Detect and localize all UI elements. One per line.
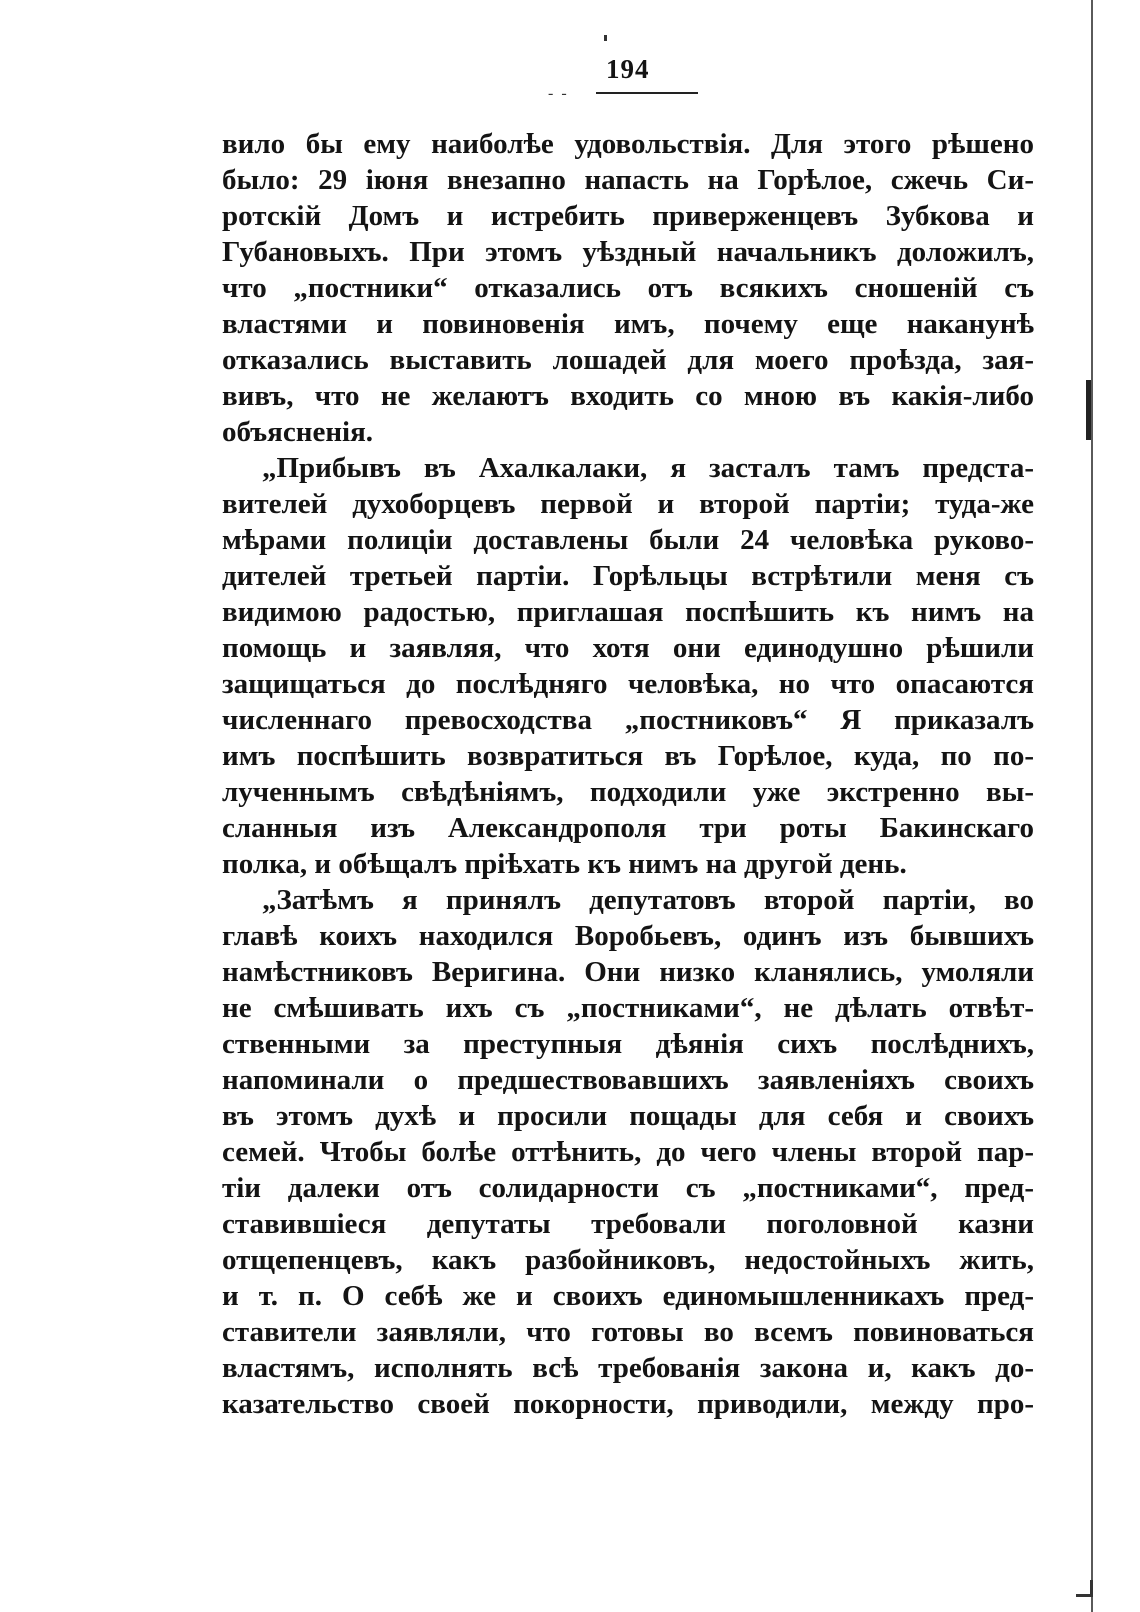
text-line: отказались выставить лошадей для моего проѣзда, зая- — [222, 344, 1034, 376]
text-line: семей. Чтобы болѣе оттѣнить, до чего члены второй пар- — [222, 1136, 1034, 1168]
header-dashes: - - — [548, 85, 569, 102]
page-edge-mark — [1086, 380, 1091, 440]
text-line: ственными за преступныя дѣянія сихъ послѣднихъ, — [222, 1028, 1034, 1060]
text-line-paragraph-start: „Прибывъ въ Ахалкалаки, я засталъ тамъ предста- — [262, 452, 1034, 484]
page-header — [0, 0, 1140, 110]
text-line: властями и повиновенія имъ, почему еще наканунѣ — [222, 308, 1034, 340]
text-line-paragraph-end: полка, и обѣщалъ пріѣхать къ нимъ на другой день. — [222, 848, 907, 880]
text-line: ротскій Домъ и истребить приверженцевъ Зубкова и — [222, 200, 1034, 232]
text-line: властямъ, исполнять всѣ требованія закона и, какъ до- — [222, 1352, 1034, 1384]
text-line: сланныя изъ Александрополя три роты Бакинскаго — [222, 812, 1034, 844]
text-line: видимою радостью, приглашая поспѣшить къ нимъ на — [222, 596, 1034, 628]
text-line: помощь и заявляя, что хотя они единодушно рѣшили — [222, 632, 1034, 664]
text-line: вителей духоборцевъ первой и второй партіи; туда-же — [222, 488, 1034, 520]
text-line: въ этомъ духѣ и просили пощады для себя и своихъ — [222, 1100, 1034, 1132]
text-line: лученнымъ свѣдѣніямъ, подходили уже экстренно вы- — [222, 776, 1034, 808]
text-line: Губановыхъ. При этомъ уѣздный начальникъ доложилъ, — [222, 236, 1034, 268]
header-rule — [596, 92, 698, 94]
text-line: намѣстниковъ Веригина. Они низко кланялись, умоляли — [222, 956, 1034, 988]
page-corner-mark — [1076, 1580, 1093, 1597]
text-line: вивъ, что не желаютъ входить со мною въ какія-либо — [222, 380, 1034, 412]
body-text — [222, 126, 1034, 1422]
text-line: имъ поспѣшить возвратиться въ Горѣлое, куда, по по- — [222, 740, 1034, 772]
text-line: напоминали о предшествовавшихъ заявленіяхъ своихъ — [222, 1064, 1034, 1096]
text-line: казательство своей покорности, приводили, между про- — [222, 1388, 1034, 1420]
text-line: ставители заявляли, что готовы во всемъ повиноваться — [222, 1316, 1034, 1348]
print-speck — [604, 35, 607, 41]
text-line: ставившіеся депутаты требовали поголовной казни — [222, 1208, 1034, 1240]
page-edge-line — [1091, 0, 1093, 1612]
text-line: тіи далеки отъ солидарности съ „постниками“, пред- — [222, 1172, 1034, 1204]
text-line-paragraph-start: „Затѣмъ я принялъ депутатовъ второй партіи, во — [262, 884, 1034, 916]
text-line: что „постники“ отказались отъ всякихъ сношеній съ — [222, 272, 1034, 304]
text-line: не смѣшивать ихъ съ „постниками“, не дѣлать отвѣт- — [222, 992, 1034, 1024]
text-line: защищаться до послѣдняго человѣка, но что опасаются — [222, 668, 1034, 700]
text-line: дителей третьей партіи. Горѣльцы встрѣтили меня съ — [222, 560, 1034, 592]
text-line: и т. п. О себѣ же и своихъ единомышленникахъ пред- — [222, 1280, 1034, 1312]
text-line: мѣрами полиціи доставлены были 24 человѣка руково- — [222, 524, 1034, 556]
text-line: численнаго превосходства „постниковъ“ Я приказалъ — [222, 704, 1034, 736]
page-number: 194 — [606, 54, 650, 84]
text-line: вило бы ему наиболѣе удовольствія. Для этого рѣшено — [222, 128, 1034, 160]
text-line-paragraph-end: объясненія. — [222, 416, 374, 448]
text-line: отщепенцевъ, какъ разбойниковъ, недостойныхъ жить, — [222, 1244, 1034, 1276]
text-line: было: 29 іюня внезапно напасть на Горѣлое, сжечь Си- — [222, 164, 1034, 196]
text-line: главѣ коихъ находился Воробьевъ, одинъ изъ бывшихъ — [222, 920, 1034, 952]
